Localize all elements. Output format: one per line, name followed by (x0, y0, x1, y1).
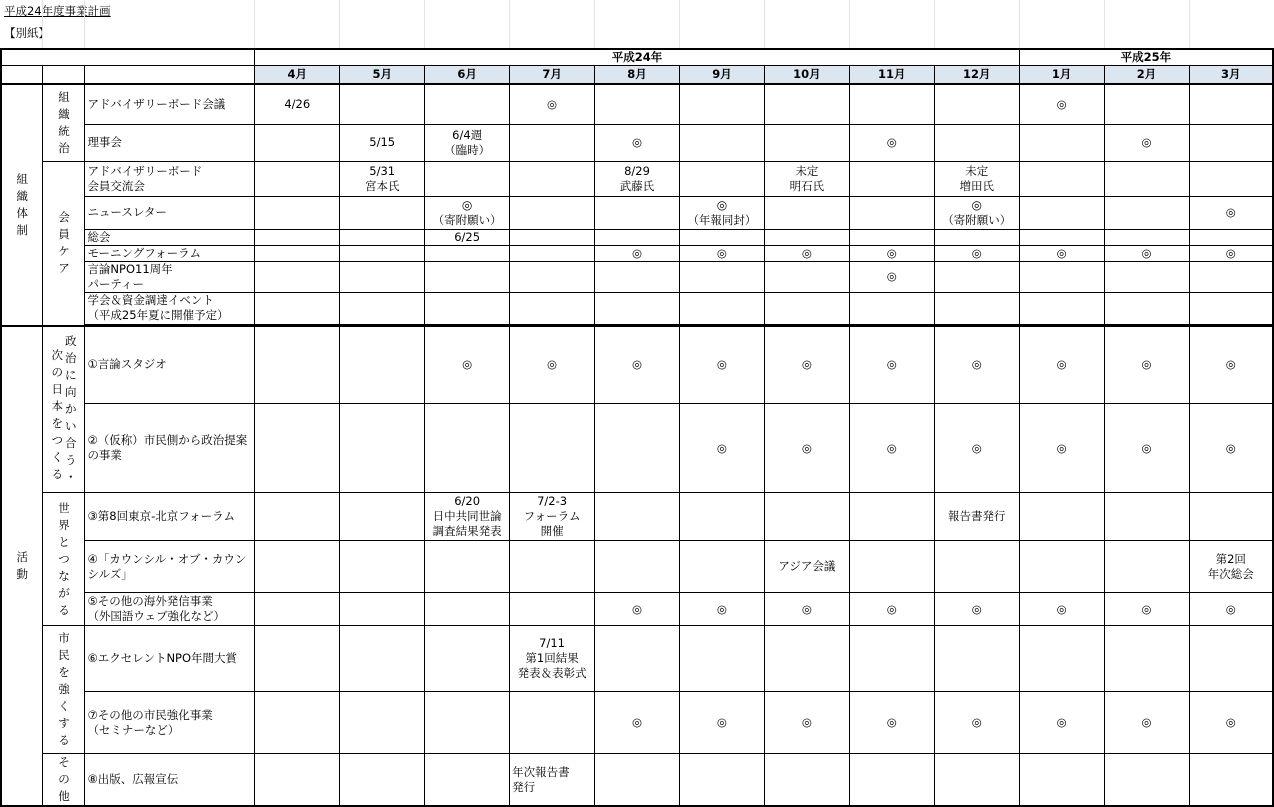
month-header: 6月 (425, 66, 510, 85)
row-label: モーニングフォーラム (85, 245, 255, 261)
mark: ◎ (849, 404, 934, 493)
table-row (1, 292, 1273, 324)
mark: ◎ (679, 692, 764, 754)
mark: ◎ (1189, 404, 1273, 493)
cell: ◎ （寄附願い） (425, 196, 510, 229)
mark: ◎ (849, 245, 934, 261)
cell: アジア会議 (764, 541, 849, 593)
row-label: ⑥エクセレントNPO年間大賞 (85, 626, 255, 692)
cell: 6/4週 （臨時） (425, 124, 510, 161)
cell: 未定 増田氏 (934, 161, 1019, 196)
mark: ◎ (1019, 404, 1104, 493)
mark: ◎ (1104, 326, 1189, 404)
table-row (1, 626, 1273, 692)
mark: ◎ (679, 593, 764, 626)
mark: ◎ (1104, 593, 1189, 626)
mark: ◎ (679, 326, 764, 404)
group-civic: 市 民 を 強 く す る (43, 626, 85, 754)
cell: 7/11 第1回結果 発表＆表彰式 (510, 626, 595, 692)
mark: ◎ (595, 245, 680, 261)
group-politics: 政 治 に 向 か い 合 う ・ 次 の 日 本 を つ く る (43, 326, 85, 493)
section-activities: 活 動 (1, 326, 43, 807)
mark: ◎ (679, 404, 764, 493)
mark: ◎ (1019, 326, 1104, 404)
mark: ◎ (595, 326, 680, 404)
group-world: 世 界 と つ な が る (43, 493, 85, 626)
table-row (1, 754, 1273, 807)
row-label: アドバイザリーボード会議 (85, 84, 255, 124)
mark: ◎ (510, 326, 595, 404)
mark: ◎ (1019, 692, 1104, 754)
business-plan-table (0, 48, 1274, 807)
table-row (1, 196, 1273, 229)
table-row (1, 161, 1273, 196)
mark: ◎ (595, 124, 680, 161)
cell: 報告書発行 (934, 493, 1019, 541)
mark: ◎ (764, 404, 849, 493)
mark: ◎ (1189, 692, 1273, 754)
mark: ◎ (764, 245, 849, 261)
cell: 4/26 (255, 84, 340, 124)
mark: ◎ (849, 692, 934, 754)
group-org-governance: 組 織 統 治 (43, 84, 85, 161)
mark: ◎ (934, 326, 1019, 404)
cell: 5/15 (340, 124, 425, 161)
month-header: 1月 (1019, 66, 1104, 85)
mark: ◎ (764, 593, 849, 626)
mark: ◎ (849, 261, 934, 292)
mark: ◎ (595, 692, 680, 754)
cell: 未定 明石氏 (764, 161, 849, 196)
mark: ◎ (679, 245, 764, 261)
section-org: 組 織 体 制 (1, 84, 43, 326)
mark: ◎ (1104, 692, 1189, 754)
cell: 6/25 (425, 229, 510, 245)
month-header: 7月 (510, 66, 595, 85)
mark: ◎ (425, 326, 510, 404)
mark: ◎ (934, 404, 1019, 493)
table-row (1, 245, 1273, 261)
mark: ◎ (764, 692, 849, 754)
row-label: ③第8回東京-北京フォーラム (85, 493, 255, 541)
mark: ◎ (849, 593, 934, 626)
table-row (1, 692, 1273, 754)
mark: ◎ (849, 124, 934, 161)
cell: 8/29 武藤氏 (595, 161, 680, 196)
row-label: ④「カウンシル・オブ・カウンシルズ」 (85, 541, 255, 593)
mark: ◎ (1019, 593, 1104, 626)
mark: ◎ (1104, 404, 1189, 493)
cell: 年次報告書 発行 (510, 754, 595, 807)
year-label-h25: 平成25年 (1019, 49, 1273, 66)
row-label: ニュースレター (85, 196, 255, 229)
table-row (1, 326, 1273, 404)
row-label: ①言論スタジオ (85, 326, 255, 404)
cell: 7/2-3 フォーラム 開催 (510, 493, 595, 541)
mark: ◎ (1019, 245, 1104, 261)
cell: ◎ （寄附願い） (934, 196, 1019, 229)
mark: ◎ (1104, 124, 1189, 161)
cell: 6/20 日中共同世論 調査結果発表 (425, 493, 510, 541)
group-member-care: 会 員 ケ ア (43, 161, 85, 326)
document-title: 平成24年度事業計画 (4, 4, 111, 18)
cell: 5/31 宮本氏 (340, 161, 425, 196)
table-row (1, 84, 1273, 124)
table-row (1, 124, 1273, 161)
month-header: 3月 (1189, 66, 1273, 85)
month-header: 4月 (255, 66, 340, 85)
mark: ◎ (934, 245, 1019, 261)
spreadsheet-gridlines (0, 0, 1274, 48)
month-header: 2月 (1104, 66, 1189, 85)
year-header-row (1, 49, 1273, 66)
mark: ◎ (510, 84, 595, 124)
mark: ◎ (1019, 84, 1104, 124)
year-label-h24: 平成24年 (255, 49, 1019, 66)
mark: ◎ (934, 692, 1019, 754)
row-label: 学会＆資金調達イベント （平成25年夏に開催予定） (85, 292, 255, 324)
month-header: 12月 (934, 66, 1019, 85)
table-row (1, 541, 1273, 593)
group-other: そ の 他 (43, 754, 85, 807)
mark: ◎ (1189, 245, 1273, 261)
attachment-note: 【別紙】 (4, 26, 50, 40)
table-row (1, 261, 1273, 292)
cell: ◎ （年報同封） (679, 196, 764, 229)
mark: ◎ (595, 593, 680, 626)
cell: 第2回 年次総会 (1189, 541, 1273, 593)
row-label: アドバイザリーボード 会員交流会 (85, 161, 255, 196)
row-label: 言論NPO11周年 パーティー (85, 261, 255, 292)
row-label: ⑦その他の市民強化事業 （セミナーなど） (85, 692, 255, 754)
mark: ◎ (934, 593, 1019, 626)
mark: ◎ (1104, 245, 1189, 261)
mark: ◎ (1189, 196, 1273, 229)
mark: ◎ (764, 326, 849, 404)
row-label: ②（仮称）市民側から政治提案の事業 (85, 404, 255, 493)
table-row (1, 229, 1273, 245)
month-header: 10月 (764, 66, 849, 85)
table-row (1, 404, 1273, 493)
row-label: ⑤その他の海外発信事業 （外国語ウェブ強化など） (85, 593, 255, 626)
mark: ◎ (1189, 593, 1273, 626)
month-header: 8月 (595, 66, 680, 85)
table-row (1, 493, 1273, 541)
row-label: 理事会 (85, 124, 255, 161)
row-label: 総会 (85, 229, 255, 245)
mark: ◎ (849, 326, 934, 404)
month-header-row (1, 66, 1273, 85)
month-header: 9月 (679, 66, 764, 85)
row-label: ⑧出版、広報宣伝 (85, 754, 255, 807)
table-row (1, 593, 1273, 626)
month-header: 5月 (340, 66, 425, 85)
mark: ◎ (1189, 326, 1273, 404)
month-header: 11月 (849, 66, 934, 85)
